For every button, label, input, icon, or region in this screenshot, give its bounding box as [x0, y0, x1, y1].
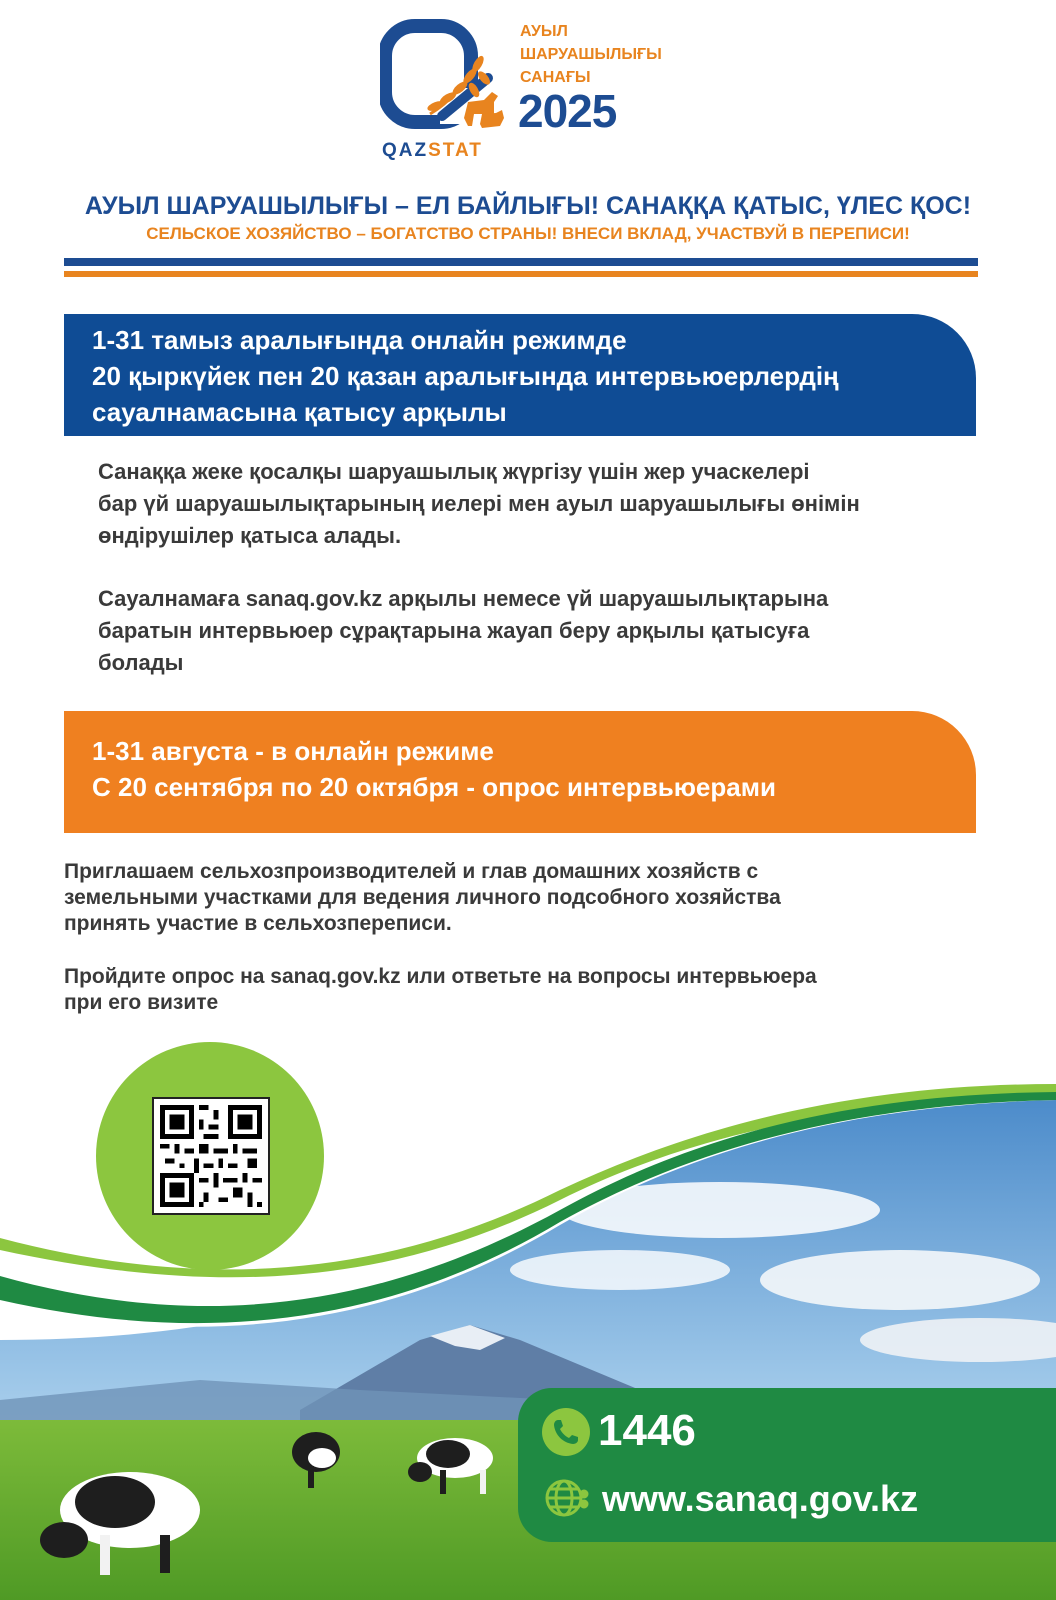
qr-code-icon	[160, 1105, 262, 1207]
census-year: 2025	[518, 85, 617, 137]
banner-line: 1-31 тамыз аралығында онлайн режимде	[92, 325, 627, 355]
paragraph-line: Приглашаем сельхозпроизводителей и глав домашних хозяйств с	[64, 860, 759, 883]
census-name-line: ШАРУАШЫЛЫҒЫ	[520, 46, 662, 63]
banner-line: сауалнамасына қатысу арқылы	[92, 397, 507, 427]
census-name-line: САНАҒЫ	[520, 69, 591, 86]
kz-paragraph-participants	[98, 456, 998, 552]
slogan-russian: СЕЛЬСКОЕ ХОЗЯЙСТВО – БОГАТСТВО СТРАНЫ! ВНЕСИ ВКЛАД, УЧАСТВУЙ В ПЕРЕПИСИ!	[146, 224, 910, 243]
divider-orange	[64, 271, 978, 277]
census-name-line: АУЫЛ	[520, 23, 568, 40]
qr-code[interactable]	[152, 1097, 270, 1215]
qazstat-wordmark	[382, 140, 483, 162]
kz-dates-banner	[64, 314, 976, 436]
paragraph-line: бар үй шаруашылықтарының иелері мен ауыл шаруашылығы өнімін	[98, 491, 860, 516]
paragraph-line: өндірушілер қатыса алады.	[98, 523, 402, 548]
paragraph-line: при его визите	[64, 991, 219, 1014]
contacts-panel	[518, 1388, 1056, 1542]
hotline-number[interactable]: 1446	[598, 1406, 696, 1455]
census-name	[520, 20, 662, 89]
q-emblem-icon	[380, 18, 520, 143]
brand-part-stat: STAT	[428, 140, 483, 161]
paragraph-line: земельными участками для ведения личного подсобного хозяйства	[64, 886, 781, 909]
paragraph-line: Санаққа жеке қосалқы шаруашылық жүргізу үшін жер учаскелері	[98, 459, 810, 484]
kz-paragraph-how	[98, 583, 998, 679]
banner-line: 20 қыркүйек пен 20 қазан аралығында интервьюерлердің	[92, 361, 839, 391]
qazstat-census-logo	[380, 18, 680, 168]
brand-part-qaz: QAZ	[382, 140, 429, 161]
paragraph-line: Сауалнамаға sanaq.gov.kz арқылы немесе үй шаруашылықтарына	[98, 586, 829, 611]
website-link[interactable]: www.sanaq.gov.kz	[602, 1478, 919, 1519]
banner-line: 1-31 августа - в онлайн режиме	[92, 736, 494, 766]
paragraph-line: болады	[98, 650, 184, 675]
paragraph-line: принять участие в сельхозпереписи.	[64, 912, 452, 935]
paragraph-line: Пройдите опрос на sanaq.gov.kz или ответьте на вопросы интервьюера	[64, 965, 817, 988]
ru-paragraph-invitation	[64, 859, 994, 937]
ru-dates-banner	[64, 711, 976, 833]
paragraph-line: баратын интервьюер сұрақтарына жауап беру арқылы қатысуға	[98, 618, 810, 643]
ru-paragraph-how	[64, 964, 994, 1016]
globe-icon	[542, 1474, 590, 1522]
slogan-kazakh: АУЫЛ ШАРУАШЫЛЫҒЫ – ЕЛ БАЙЛЫҒЫ! САНАҚҚА ҚАТЫС, ҮЛЕС ҚОС!	[84, 192, 972, 220]
banner-line: С 20 сентября по 20 октября - опрос интервьюерами	[92, 772, 776, 802]
divider-blue	[64, 258, 978, 266]
phone-icon	[542, 1408, 590, 1456]
